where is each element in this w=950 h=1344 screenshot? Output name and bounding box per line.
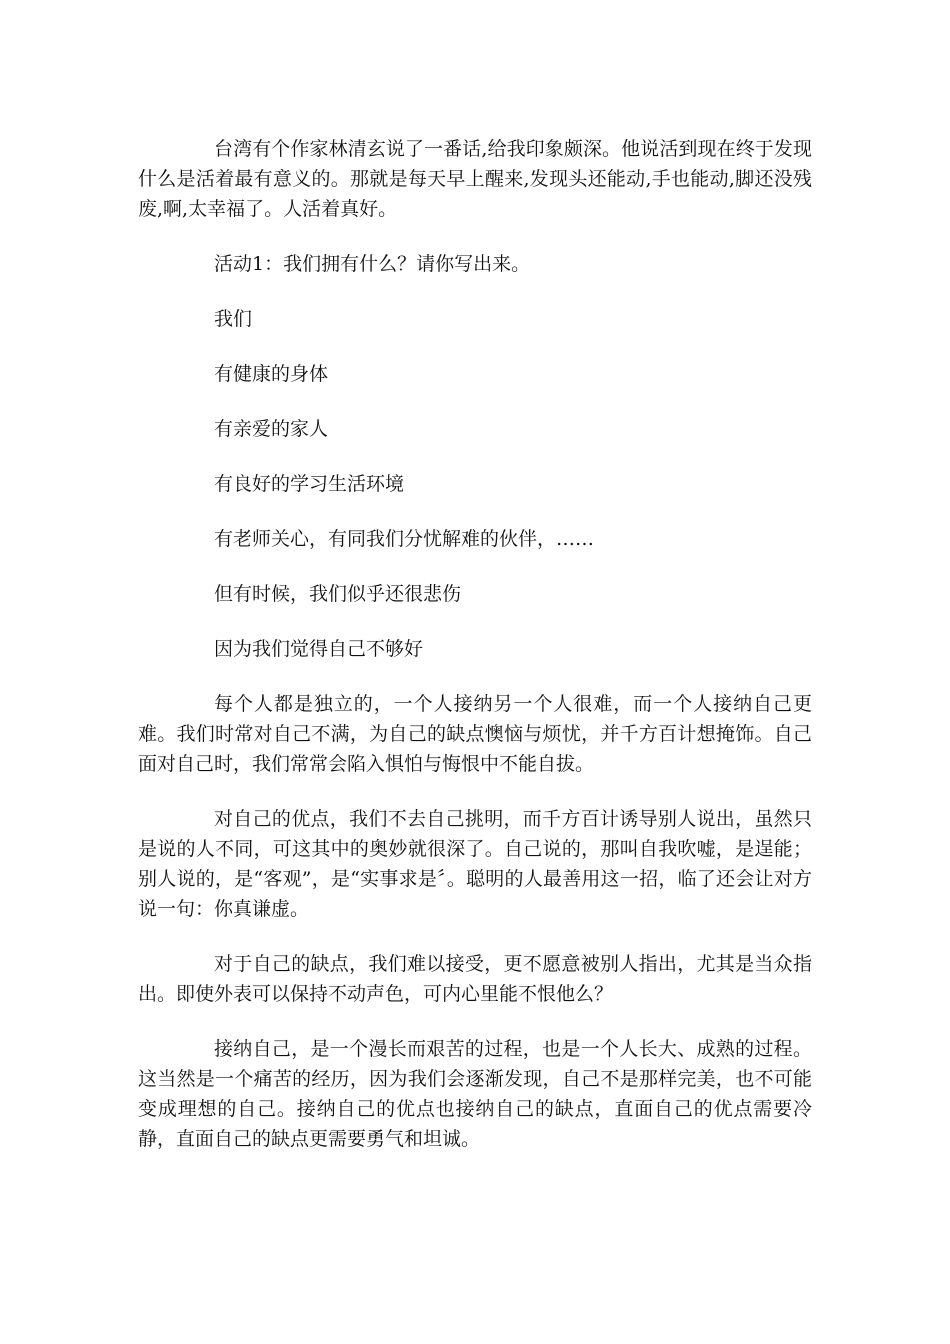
paragraph-strengths: 对自己的优点，我们不去自己挑明，而千方百计诱导别人说出，虽然只是说的人不同，可这其中的奥妙就很深了。自己说的，那叫自我吹嘘，是逞能；别人说的，是“客观”，是“实事求是〞。聪明的人最善用这一招，临了还会让对方说一句：你真谦虚。	[138, 808, 812, 920]
activity-heading: 活动1：我们拥有什么？请你写出来。	[214, 253, 531, 275]
list-line-family: 有亲爱的家人	[214, 418, 329, 440]
document-body	[138, 134, 812, 1154]
list-line-environment: 有良好的学习生活环境	[214, 473, 405, 495]
list-line-health: 有健康的身体	[214, 363, 329, 385]
list-line-we: 我们	[214, 308, 253, 330]
paragraph-weaknesses: 对于自己的缺点，我们难以接受，更不愿意被别人指出，尤其是当众指出。即使外表可以保持不动声色，可内心里能不恨他么？	[138, 953, 812, 1005]
paragraph-accept-others: 每个人都是独立的，一个人接纳另一个人很难，而一个人接纳自己更难。我们时常对自己不满，为自己的缺点懊恼与烦忧，并千方百计想掩饰。自己面对自己时，我们常常会陷入惧怕与悔恨中不能自拔。	[138, 693, 812, 775]
list-line-sad: 但有时候，我们似乎还很悲伤	[214, 583, 462, 605]
list-line-not-good: 因为我们觉得自己不够好	[214, 638, 424, 660]
list-line-teachers: 有老师关心，有同我们分忧解难的伙伴，……	[214, 528, 595, 550]
paragraph-accept-self: 接纳自己，是一个漫长而艰苦的过程，也是一个人长大、成熟的过程。这当然是一个痛苦的经历，因为我们会逐渐发现，自己不是那样完美，也不可能变成理想的自己。接纳自己的优点也接纳自己的缺点，直面自己的优点需要冷静，直面自己的缺点更需要勇气和坦诚。	[138, 1038, 812, 1150]
paragraph-intro: 台湾有个作家林清玄说了一番话,给我印象颇深。他说活到现在终于发现什么是活着最有意义的。那就是每天早上醒来,发现头还能动,手也能动,脚还没残废,啊,太幸福了。人活着真好。	[138, 138, 812, 220]
